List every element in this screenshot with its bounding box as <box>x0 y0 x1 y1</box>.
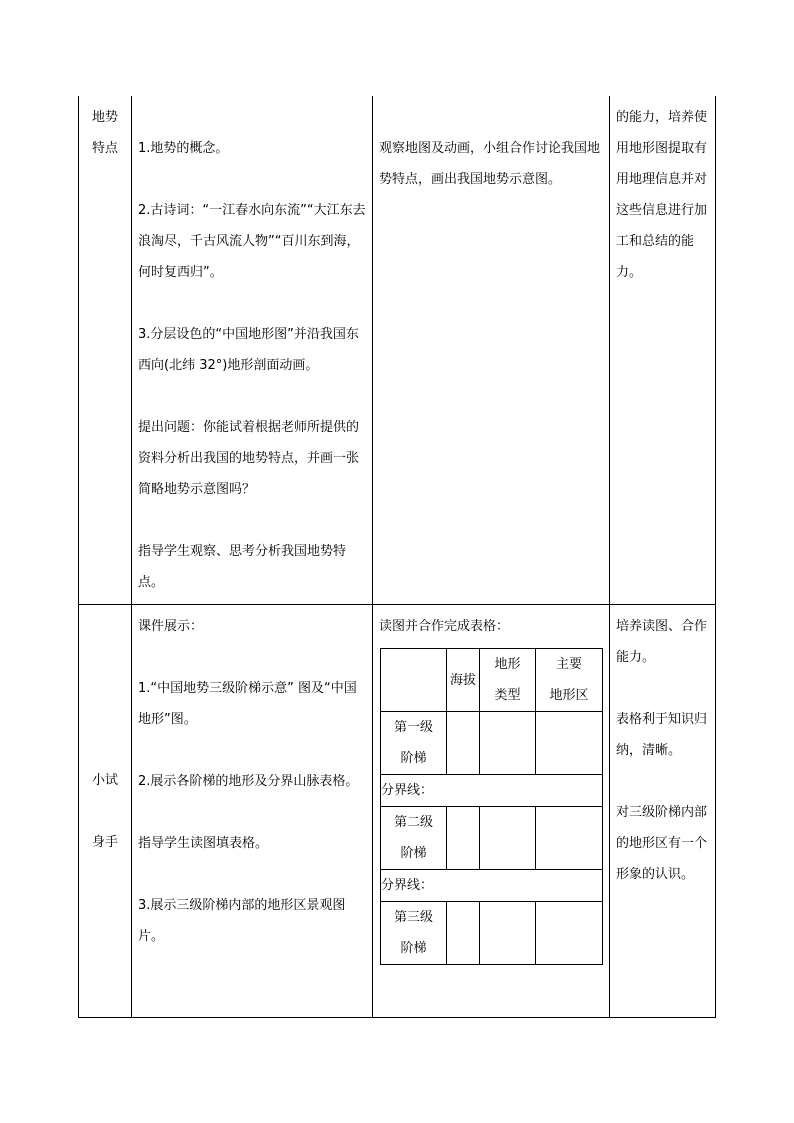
divider-row <box>381 775 603 807</box>
divider-label: 分界线： <box>381 870 603 902</box>
student-intro: 读图并合作完成表格： <box>379 619 510 634</box>
blank-cell[interactable] <box>447 807 480 870</box>
section-label-cell <box>79 605 132 1018</box>
teacher-paragraph: 课件展示： <box>138 619 204 634</box>
design-intent-cell <box>610 605 716 1018</box>
divider-label: 分界线： <box>381 775 603 807</box>
section-label-line: 小试 <box>91 772 118 788</box>
teacher-paragraph: 3.展示三级阶梯内部的地形区景观图片。 <box>138 898 346 944</box>
teacher-paragraph: 1.“中国地势三级阶梯示意” 图及“中国地形”图。 <box>138 681 357 727</box>
header-cell: 海拔 <box>447 649 480 712</box>
student-paragraph: 观察地图及动画，小组合作讨论我国地势特点，画出我国地势示意图。 <box>379 141 601 187</box>
teacher-paragraph: 1.地势的概念。 <box>138 141 229 156</box>
terrain-steps-table <box>380 648 603 965</box>
teacher-paragraph: 3.分层设色的“中国地形图”并沿我国东西向(北纬 32°)地形剖面动画。 <box>138 327 359 373</box>
header-cell: 地形 类型 <box>480 649 536 712</box>
blank-cell[interactable] <box>447 712 480 775</box>
teacher-paragraph: 指导学生观察、思考分析我国地势特点。 <box>138 544 347 590</box>
step-row <box>381 807 603 870</box>
step-row <box>381 712 603 775</box>
blank-cell[interactable] <box>536 712 603 775</box>
teacher-paragraph: 2.展示各阶梯的地形及分界山脉表格。 <box>138 774 359 789</box>
teacher-paragraph: 指导学生读图填表格。 <box>138 836 269 851</box>
lesson-plan-table <box>78 96 716 1018</box>
design-intent-cell <box>610 96 716 605</box>
section-label-line: 身手 <box>91 834 118 850</box>
blank-cell[interactable] <box>480 712 536 775</box>
blank-cell[interactable] <box>536 807 603 870</box>
intent-paragraph: 培养读图、合作能力。 <box>616 619 708 665</box>
step-label: 第一级 阶梯 <box>381 712 447 775</box>
intent-paragraph: 的能力，培养使用地形图提取有用地理信息并对这些信息进行加工和总结的能力。 <box>616 110 708 280</box>
steps-table-header-row <box>381 649 603 712</box>
header-cell <box>381 649 447 712</box>
intent-paragraph: 表格利于知识归纳，清晰。 <box>616 712 708 758</box>
blank-cell[interactable] <box>447 902 480 965</box>
row-terrain-features <box>79 96 716 605</box>
teacher-activity-cell <box>132 605 373 1018</box>
blank-cell[interactable] <box>536 902 603 965</box>
teacher-activity-cell <box>132 96 373 605</box>
row-practice <box>79 605 716 1018</box>
student-activity-cell <box>373 605 610 1018</box>
blank-cell[interactable] <box>480 902 536 965</box>
blank-cell[interactable] <box>480 807 536 870</box>
section-label-line: 特点 <box>91 141 118 156</box>
student-activity-cell <box>373 96 610 605</box>
intent-paragraph: 对三级阶梯内部的地形区有一个形象的认识。 <box>616 805 708 882</box>
step-row <box>381 902 603 965</box>
section-label-cell <box>79 96 132 605</box>
step-label: 第二级 阶梯 <box>381 807 447 870</box>
teacher-paragraph: 提出问题：你能试着根据老师所提供的资料分析出我国的地势特点，并画一张简略地势示意图吗？ <box>138 420 360 497</box>
teacher-paragraph: 2.古诗词：“一江春水向东流”“大江东去浪淘尽，千古风流人物”“百川东到海，何时复西归”。 <box>138 203 366 280</box>
header-cell: 主要 地形区 <box>536 649 603 712</box>
step-label: 第三级 阶梯 <box>381 902 447 965</box>
section-label-line: 地势 <box>91 110 118 125</box>
divider-row <box>381 870 603 902</box>
